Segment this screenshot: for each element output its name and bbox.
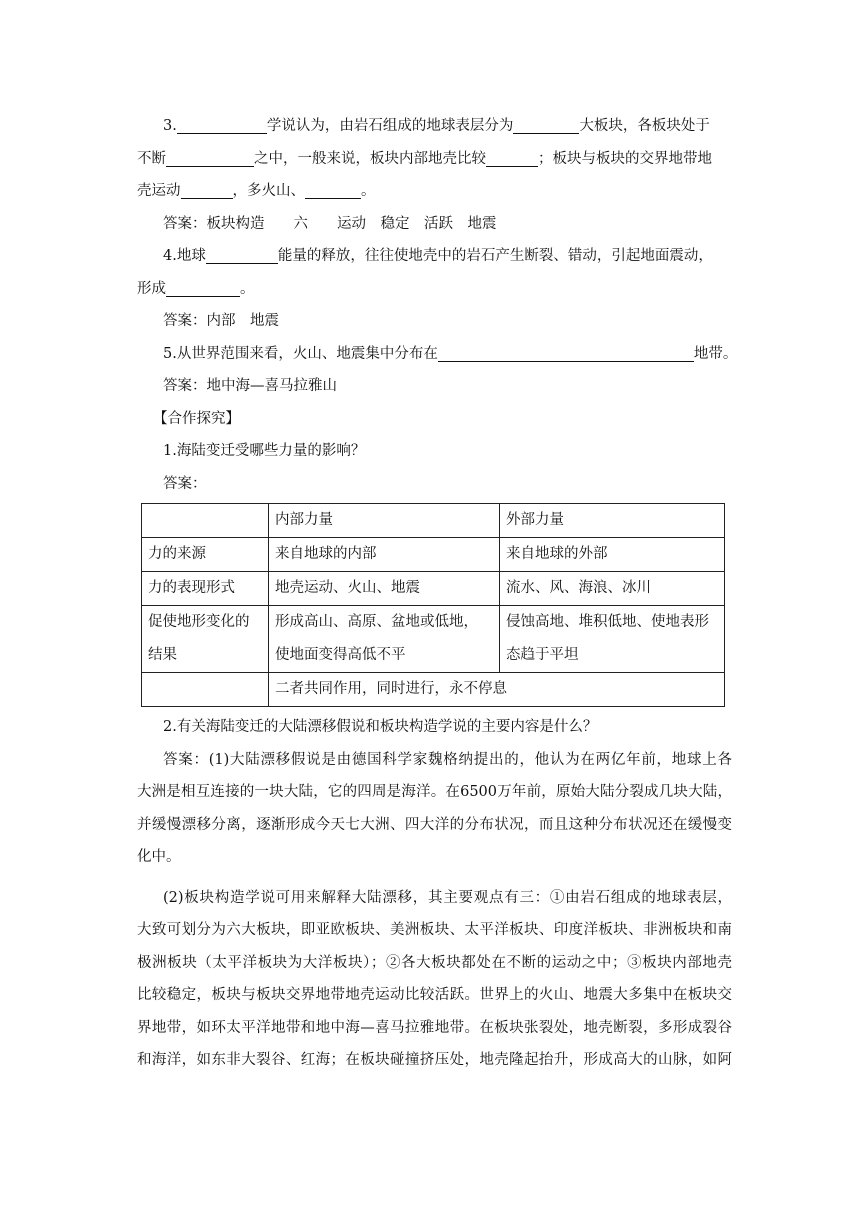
explore1-answer-label: 答案：: [163, 475, 207, 492]
q4-line2: [137, 273, 732, 306]
q3-text: 大板块，各板块处于: [579, 118, 710, 134]
paragraph-line: 界地带，如环太平洋地带和地中海—喜马拉雅地带。在板块张裂处，地壳断裂，多形成裂谷: [137, 1019, 732, 1036]
q5-text: 地带。: [693, 345, 738, 362]
q3-text: 3.: [163, 118, 177, 134]
paragraph-line: 比较稳定，板块与板块交界地带地壳运动比较活跃。世界上的火山、地震大多集中在板块交: [137, 987, 732, 1003]
cell-line: 促使地形变化的: [148, 614, 250, 630]
cell-line: 使地面变得高低不平: [275, 647, 406, 663]
paragraph-line: (2)板块构造学说可用来解释大陆漂移，其主要观点有三：①由岩石组成的地球表层，: [163, 889, 732, 906]
q3-line2: [137, 143, 732, 176]
table-cell: 力的来源: [142, 538, 269, 572]
blank-field: [166, 148, 254, 167]
q4-line1: [137, 240, 732, 273]
table-cell: 二者共同作用，同时进行，永不停息: [269, 673, 725, 707]
table-cell: 外部力量: [500, 504, 725, 538]
table-cell: 内部力量: [269, 504, 500, 538]
q3-text: 之中，一般来说，板块内部地壳比较: [254, 150, 486, 167]
paragraph-line: 化中。: [137, 849, 181, 865]
blank-field: [166, 278, 240, 297]
q3-text: 不断: [137, 150, 166, 167]
paragraph-line: 和海洋，如东非大裂谷、红海；在板块碰撞挤压处，地壳隆起抬升，形成高大的山脉，如阿: [137, 1052, 732, 1068]
blank-field: [513, 115, 579, 134]
table-header-row: [142, 504, 725, 538]
table-cell: [500, 606, 725, 673]
q4-text: 形成: [137, 280, 166, 297]
paragraph-line: 大致可划分为六大板块，即亚欧板块、美洲板块、太平洋板块、印度洋板块、非洲板块和南: [137, 922, 732, 938]
document-content: [137, 110, 738, 1077]
cell-line: 侵蚀高地、堆积低地、使地表形: [506, 614, 709, 630]
blank-field: [486, 148, 538, 167]
table-cell: 地壳运动、火山、地震: [269, 572, 500, 606]
section-title: 【合作探究】: [153, 410, 240, 427]
q3-line1: [137, 110, 732, 143]
blank-field: [305, 180, 361, 199]
paragraph-line: 并缓慢漂移分离，逐渐形成今天七大洲、四大洋的分布状况，而且这种分布状况还在缓慢变: [137, 816, 732, 833]
q5-line: [137, 338, 738, 371]
q3-line3: [137, 175, 732, 208]
table-row: [142, 538, 725, 572]
blank-field: [206, 245, 278, 264]
explore1-question: 1.海陆变迁受哪些力量的影响？: [163, 443, 366, 459]
table-cell: 流水、风、海浪、冰川: [500, 572, 725, 606]
q4-text: 。: [240, 280, 255, 297]
explore2-answer-p1: [137, 744, 732, 874]
table-row: [142, 673, 725, 707]
table-row: [142, 572, 725, 606]
q3-text: ；板块与板块的交界地带地: [538, 150, 712, 167]
paragraph-line: 极洲板块（太平洋板块为大洋板块）；②各大板块都处在不断的运动之中；③板块内部地壳: [137, 954, 732, 971]
paragraph-line: 答案：(1)大陆漂移假说是由德国科学家魏格纳提出的，他认为在两亿年前，地球上各: [163, 751, 732, 768]
table-cell: [142, 504, 269, 538]
q4-text: 能量的释放，往往使地壳中的岩石产生断裂、错动，引起地面震动，: [277, 248, 713, 264]
q3-text: ，多火山、: [232, 183, 305, 199]
q4-text: 4.地球: [163, 248, 206, 264]
table-cell: [142, 606, 269, 673]
forces-table: [141, 503, 725, 707]
q5-text: 5.从世界范围来看，火山、地震集中分布在: [163, 345, 438, 362]
table-cell: [142, 673, 269, 707]
explore2-question: 2.有关海陆变迁的大陆漂移假说和板块构造学说的主要内容是什么？: [163, 719, 598, 735]
q3-text: 。: [361, 183, 376, 199]
q3-answer: 答案：板块构造 六 运动 稳定 活跃 地震: [163, 215, 497, 232]
blank-field: [438, 343, 694, 362]
q3-text: 壳运动: [137, 183, 181, 199]
table-row: [142, 606, 725, 673]
table-cell: 来自地球的外部: [500, 538, 725, 572]
cell-line: 形成高山、高原、盆地或低地，: [275, 614, 478, 630]
paragraph-line: 大洲是相互连接的一块大陆，它的四周是海洋。在6500万年前，原始大陆分裂成几块大陆，: [137, 784, 732, 800]
q3-text: 学说认为，由岩石组成的地球表层分为: [266, 118, 514, 134]
blank-field: [177, 115, 267, 134]
table-cell: [269, 606, 500, 673]
q5-answer: 答案：地中海—喜马拉雅山: [163, 378, 337, 394]
table-cell: 力的表现形式: [142, 572, 269, 606]
explore2-answer-p2: [137, 882, 732, 1077]
cell-line: 结果: [148, 647, 177, 663]
q4-answer: 答案：内部 地震: [163, 313, 279, 329]
cell-line: 态趋于平坦: [506, 647, 579, 663]
blank-field: [181, 180, 233, 199]
table-cell: 来自地球的内部: [269, 538, 500, 572]
